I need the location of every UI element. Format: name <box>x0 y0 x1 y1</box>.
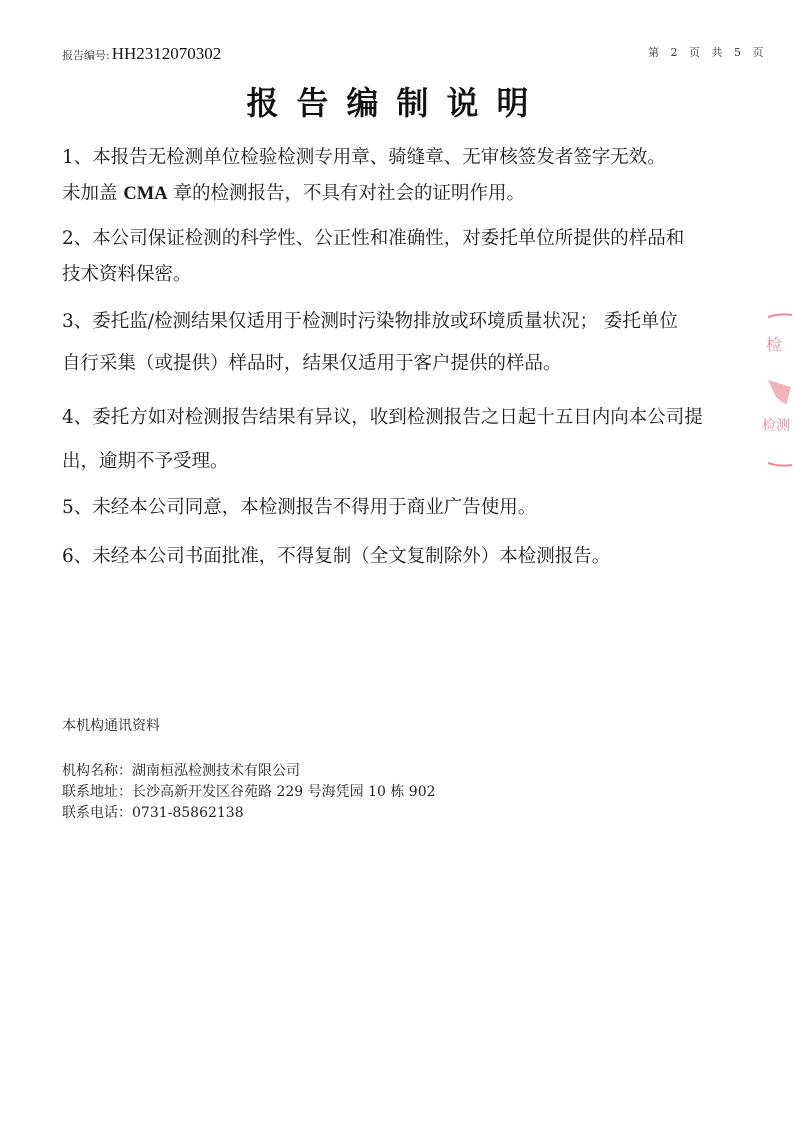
report-number-value: HH2312070302 <box>111 44 222 63</box>
contact-phone-value: 0731-85862138 <box>132 805 244 821</box>
contact-name <box>62 760 300 780</box>
cma-bold: CMA <box>123 184 168 204</box>
clause-6: 6、未经本公司书面批准，不得复制（全文复制除外）本检测报告。 <box>62 546 611 567</box>
clause-1: 1、本报告无检测单位检验检测专用章、骑缝章、无审核签发者签字无效。 <box>62 147 666 168</box>
page-indicator: 第 2 页 共 5 页 <box>648 46 768 59</box>
clause-4-line2: 出，逾期不予受理。 <box>62 451 229 472</box>
report-number-label: 报告编号: <box>62 49 110 62</box>
cma-pre: 未加盖 <box>62 183 124 204</box>
contact-phone-label: 联系电话： <box>62 805 132 821</box>
svg-text:检: 检 <box>766 335 783 354</box>
contact-phone <box>62 802 244 822</box>
contact-heading: 本机构通讯资料 <box>62 718 160 734</box>
clause-3-line1: 3、委托监/检测结果仅适用于检测时污染物排放或环境质量状况； 委托单位 <box>62 311 678 332</box>
partial-seal-stamp-icon <box>758 305 793 475</box>
clause-1-cma <box>62 184 525 204</box>
clause-4-line1: 4、委托方如对检测报告结果有异议，收到检测报告之日起十五日内向本公司提 <box>62 407 703 428</box>
contact-address-value: 长沙高新开发区谷苑路 229 号海凭园 10 栋 902 <box>132 784 436 800</box>
clause-3-line2: 自行采集（或提供）样品时，结果仅适用于客户提供的样品。 <box>62 353 562 374</box>
svg-text:检测: 检测 <box>762 418 790 434</box>
clause-2-line2: 技术资料保密。 <box>62 264 192 285</box>
page-title: 报告编制说明 <box>246 84 547 122</box>
contact-name-value: 湖南桓泓检测技术有限公司 <box>132 763 300 779</box>
clause-2-line1: 2、本公司保证检测的科学性、公正性和准确性，对委托单位所提供的样品和 <box>62 228 685 249</box>
contact-name-label: 机构名称： <box>62 763 132 779</box>
contact-address <box>62 781 436 801</box>
contact-address-label: 联系地址： <box>62 784 132 800</box>
clause-5: 5、未经本公司同意，本检测报告不得用于商业广告使用。 <box>62 497 537 518</box>
report-number <box>62 44 221 64</box>
cma-post: 章的检测报告，不具有对社会的证明作用。 <box>167 183 525 204</box>
